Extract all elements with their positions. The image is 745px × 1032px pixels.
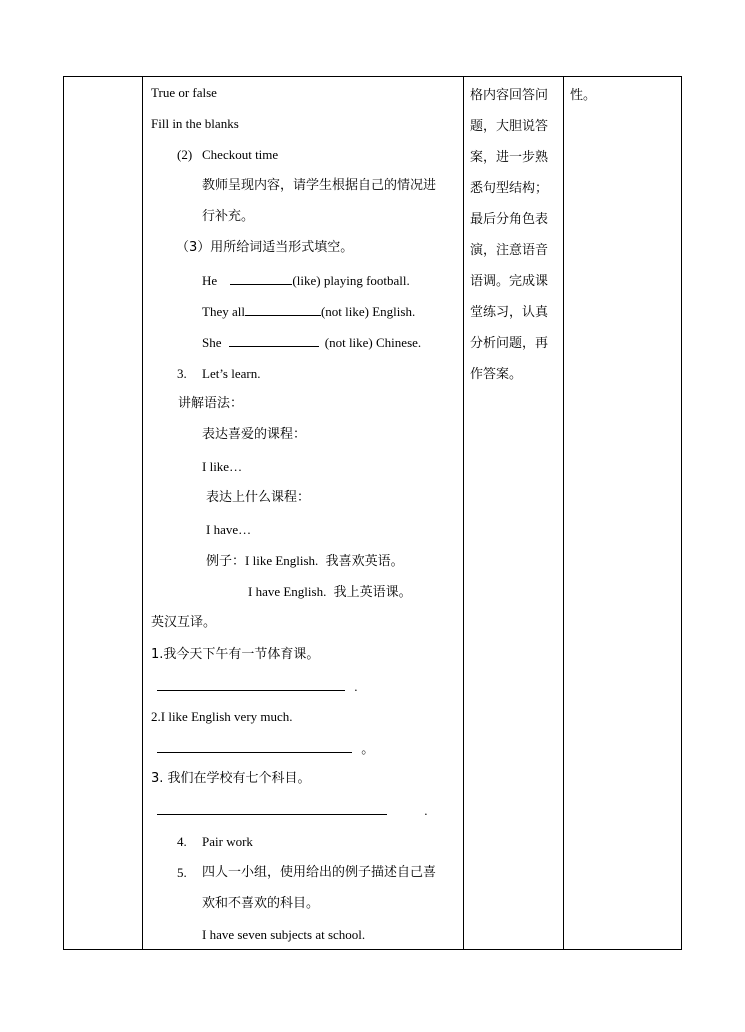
question-1: 1.我今天下午有一节体育课。 — [151, 647, 320, 662]
design-intent-text: 性。 — [570, 88, 597, 103]
pair-work-number: 4. — [177, 834, 187, 849]
answer-2-blank — [157, 740, 352, 753]
exercise-3-blank — [229, 334, 319, 347]
seven-subjects-text: I have seven subjects at school. — [202, 927, 366, 942]
answer-line-1 — [157, 678, 358, 695]
answer-3-blank — [157, 802, 387, 815]
answer-2-end: 。 — [361, 742, 375, 757]
exercise-1 — [202, 272, 410, 289]
exercise-2-post: (not like) English. — [320, 304, 416, 319]
student-activity-column — [470, 80, 560, 390]
example-line-2 — [248, 584, 412, 601]
question-2: 2.I like English very much. — [151, 709, 293, 724]
answer-3-end: . — [424, 803, 428, 818]
example-label: 例子： — [206, 554, 246, 569]
express-have: 表达上什么课程： — [206, 490, 311, 505]
exercise-2-blank — [245, 303, 321, 316]
column-divider-2 — [463, 76, 464, 950]
answer-1-blank — [157, 678, 345, 691]
example-2-en: I have English. — [248, 584, 327, 599]
exercise-3 — [202, 334, 421, 351]
column-divider-3 — [563, 76, 564, 950]
activity-line: 演，注意语音 — [470, 243, 549, 258]
checkout-label: Checkout time — [202, 147, 279, 162]
grammar-heading: 讲解语法： — [178, 396, 244, 411]
activity-line: 悉句型结构； — [470, 181, 549, 196]
activity-line: 最后分角色表 — [470, 212, 549, 227]
learn-number: 3. — [177, 366, 187, 381]
group-work-line2: 欢和不喜欢的科目。 — [202, 896, 320, 911]
exercise-1-post: (like) playing football. — [292, 273, 410, 288]
teacher-instruction-line2: 行补充。 — [202, 209, 255, 224]
example-line-1 — [206, 553, 404, 570]
activity-line: 题，大胆说答 — [470, 119, 549, 134]
answer-line-3 — [157, 802, 428, 819]
exercise-1-blank — [230, 272, 292, 285]
answer-line-2 — [157, 740, 374, 758]
learn-label: Let’s learn. — [202, 366, 261, 381]
activity-line: 格内容回答问 — [470, 88, 549, 103]
answer-1-end: . — [354, 679, 358, 694]
exercise-3-post: (not like) Chinese. — [324, 335, 422, 350]
teacher-instruction-line1: 教师呈现内容，请学生根据自己的情况进 — [202, 178, 437, 193]
exercise-2 — [202, 303, 415, 320]
example-1-en: I like English. — [245, 553, 319, 568]
group-work-line1: 四人一小组，使用给出的例子描述自己喜 — [202, 865, 437, 880]
activity-line: 作答案。 — [470, 367, 523, 382]
checkout-number: (2) — [177, 147, 193, 162]
exercise-2-pre: They all — [202, 304, 245, 319]
exercise-1-pre: He — [202, 273, 218, 288]
activity-line: 语调。完成课 — [470, 274, 549, 289]
item3-title: （3）用所给词适当形式填空。 — [176, 240, 354, 255]
pair-work-label: Pair work — [202, 834, 253, 849]
express-like: 表达喜爱的课程： — [202, 427, 307, 442]
column-divider-1 — [142, 76, 143, 950]
i-like-text: I like… — [202, 459, 243, 474]
fill-blanks-text: Fill in the blanks — [151, 116, 239, 131]
activity-line: 堂练习，认真 — [470, 305, 549, 320]
i-have-text: I have… — [206, 522, 252, 537]
example-1-zh: 我喜欢英语。 — [325, 554, 404, 569]
exercise-3-pre: She — [202, 335, 222, 350]
activity-line: 案，进一步熟 — [470, 150, 549, 165]
activity-line: 分析问题，再 — [470, 336, 549, 351]
group-work-number: 5. — [177, 865, 187, 880]
question-3: 3. 我们在学校有七个科目。 — [151, 771, 311, 786]
translate-heading: 英汉互译。 — [151, 615, 217, 630]
true-false-text: True or false — [151, 85, 217, 100]
example-2-zh: 我上英语课。 — [333, 585, 412, 600]
